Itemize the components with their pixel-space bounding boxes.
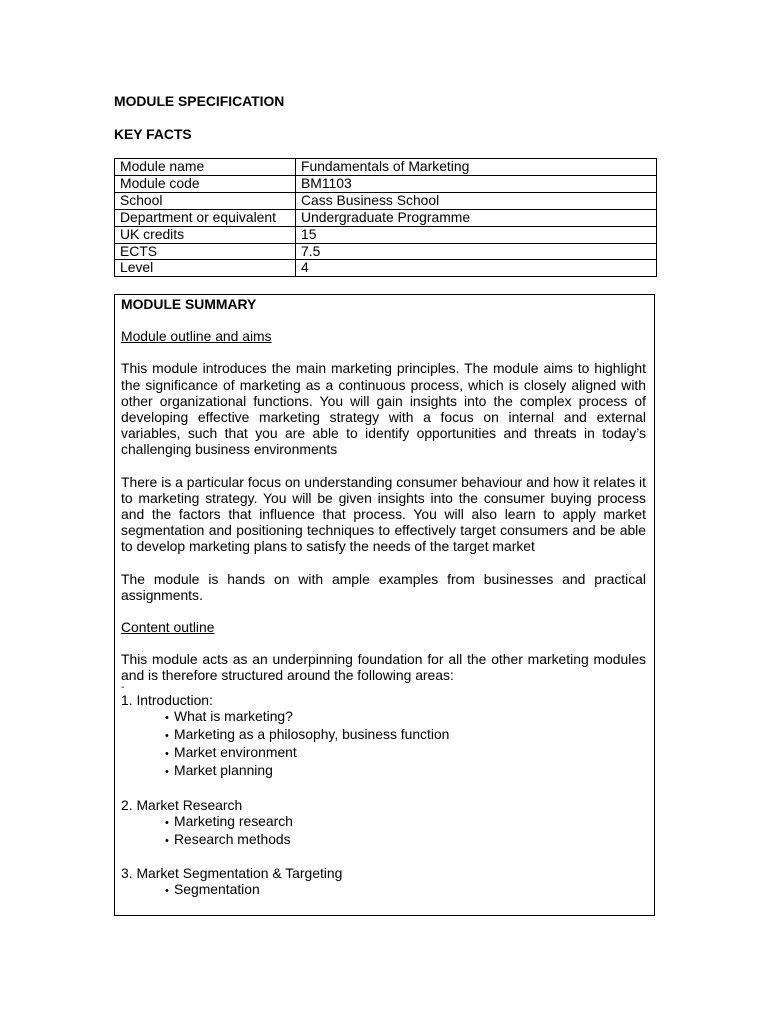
- content-section-segmentation-targeting: [121, 865, 646, 899]
- key-fact-value: 4: [296, 260, 657, 277]
- key-fact-label: ECTS: [115, 243, 296, 260]
- bullet-icon: •: [165, 766, 169, 779]
- section-title: 3. Market Segmentation & Targeting: [121, 865, 343, 882]
- list-item-text: Marketing research: [174, 812, 293, 829]
- key-facts-table: [114, 158, 657, 277]
- table-row: [115, 209, 657, 226]
- content-section-introduction: [121, 692, 646, 781]
- list-item: [165, 881, 646, 899]
- key-fact-value: Fundamentals of Marketing: [296, 159, 657, 176]
- list-item: [165, 726, 646, 744]
- key-fact-label: Module name: [115, 159, 296, 176]
- list-item-text: Research methods: [174, 831, 291, 848]
- content-outline-heading: Content outline: [121, 619, 215, 636]
- module-summary-box: [114, 294, 655, 916]
- section-title: 1. Introduction:: [121, 691, 213, 708]
- key-fact-label: Level: [115, 260, 296, 277]
- key-fact-label: Department or equivalent: [115, 209, 296, 226]
- section-bullet-list: [121, 708, 646, 781]
- list-item-text: Marketing as a philosophy, business function: [174, 726, 450, 743]
- table-row: [115, 243, 657, 260]
- section-bullet-list: [121, 813, 646, 849]
- outline-paragraph-2: There is a particular focus on understanding consumer behaviour and how it relates it to marketing strategy. You will be given insights into the consumer buying process and the factors that influence that process. You will also learn to apply market segmentation and positioning techniques to effectively target consumers and be able to develop marketing plans to satisfy the needs of the target market: [121, 473, 646, 555]
- section-bullet-list: [121, 881, 646, 899]
- bullet-icon: •: [165, 711, 169, 724]
- list-item-text: Market planning: [174, 762, 273, 779]
- key-fact-label: Module code: [115, 175, 296, 192]
- table-row: [115, 192, 657, 209]
- key-fact-value: 15: [296, 226, 657, 243]
- list-item: [165, 813, 646, 831]
- content-section-market-research: [121, 797, 646, 850]
- outline-paragraph-1: This module introduces the main marketing principles. The module aims to highlight the significance of marketing as a continuous process, which is closely aligned with other organizational functions. You will gain insights into the complex process of developing effective marketing strategy with a focus on internal and external variables, such that you are able to identify opportunities and threats in today’s challenging business environments: [121, 360, 646, 458]
- list-item: [165, 762, 646, 780]
- key-fact-value: BM1103: [296, 175, 657, 192]
- list-item-text: Market environment: [174, 744, 297, 761]
- table-row: [115, 226, 657, 243]
- table-row: [115, 159, 657, 176]
- table-row: [115, 260, 657, 277]
- bullet-icon: •: [165, 730, 169, 743]
- list-item: [165, 831, 646, 849]
- table-row: [115, 175, 657, 192]
- list-item: [165, 708, 646, 726]
- outline-paragraph-3: The module is hands on with ample examples from businesses and practical assignments.: [121, 570, 646, 603]
- key-fact-label: School: [115, 192, 296, 209]
- key-facts-heading: KEY FACTS: [114, 126, 192, 142]
- module-summary-title: MODULE SUMMARY: [121, 296, 257, 312]
- bullet-icon: •: [165, 885, 169, 898]
- key-fact-value: 7.5: [296, 243, 657, 260]
- list-item-text: Segmentation: [174, 881, 260, 898]
- list-item: [165, 744, 646, 762]
- list-item-text: What is marketing?: [174, 707, 293, 724]
- bullet-icon: •: [165, 816, 169, 829]
- outline-aims-heading: Module outline and aims: [121, 328, 272, 345]
- stray-dash-mark: -: [121, 683, 125, 692]
- key-fact-value: Cass Business School: [296, 192, 657, 209]
- bullet-icon: •: [165, 835, 169, 848]
- content-intro-paragraph: This module acts as an underpinning foundation for all the other marketing modules and is therefore structured around the following areas:: [121, 651, 646, 684]
- document-title: MODULE SPECIFICATION: [114, 93, 285, 109]
- key-fact-label: UK credits: [115, 226, 296, 243]
- bullet-icon: •: [165, 748, 169, 761]
- section-title: 2. Market Research: [121, 796, 243, 813]
- key-fact-value: Undergraduate Programme: [296, 209, 657, 226]
